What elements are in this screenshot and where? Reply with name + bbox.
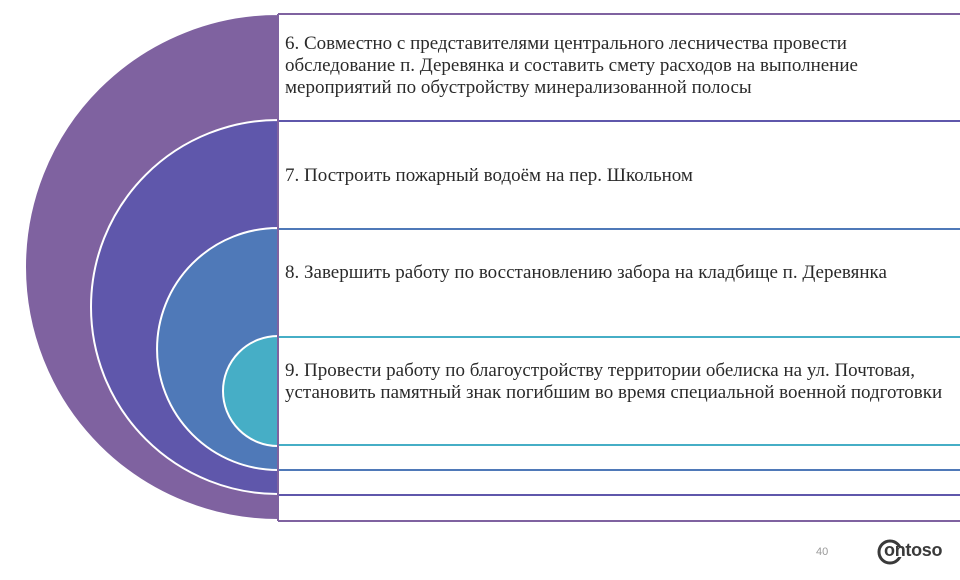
logo-text: ontoso [884,540,943,560]
page-number: 40 [816,546,829,558]
item-6-text: 6. Совместно с представителями центрального лесничества провести обследование п. Деревянка и составить смету расходов на выполнение мероприятий по обустройству минерализованной полосы [285,33,858,98]
item-9-text: 9. Провести работу по благоустройству территории обелиска на ул. Почтовая, установить памятный знак погибшим во время специальной военной подготовки [285,360,943,403]
item-7-text: 7. Построить пожарный водоём на пер. Школьном [285,165,693,186]
item-8-text: 8. Завершить работу по восстановлению забора на кладбище п. Деревянка [285,262,887,283]
